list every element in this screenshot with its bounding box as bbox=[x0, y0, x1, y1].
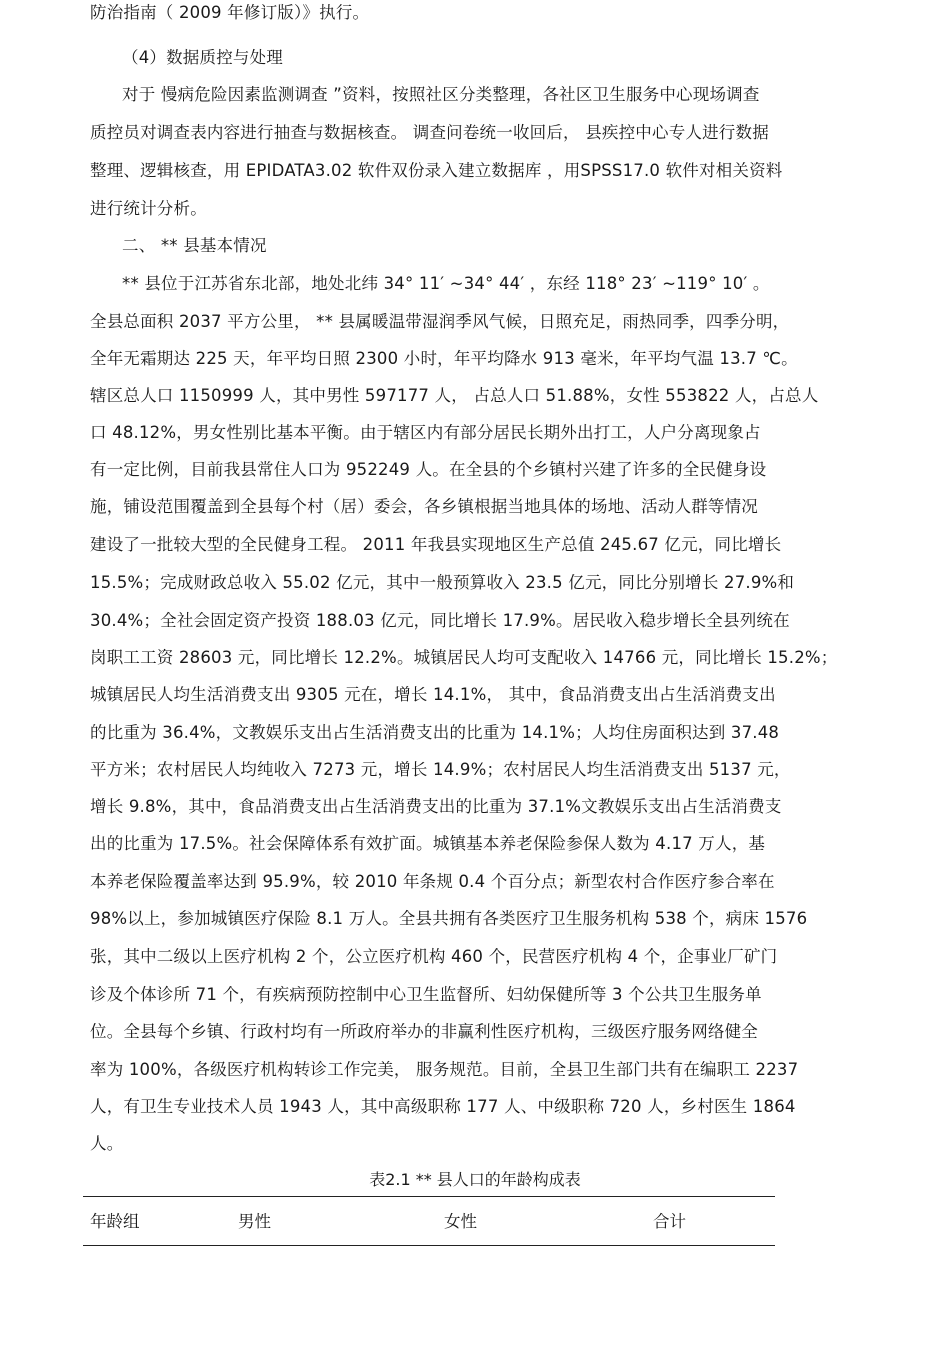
text-line: 防治指南（ 2009 年修订版）》执行。 bbox=[90, 3, 370, 22]
text-line: 口 48.12%，男女性别比基本平衡。由于辖区内有部分居民长期外出打工，人户分离现象占 bbox=[90, 423, 761, 442]
text-line: 15.5%；完成财政总收入 55.02 亿元，其中一般预算收入 23.5 亿元，同比分别增长 27.9%和 bbox=[90, 573, 795, 592]
text-line: 进行统计分析。 bbox=[90, 199, 207, 218]
text-line: 的比重为 36.4%，文教娱乐支出占生活消费支出的比重为 14.1%；人均住房面积达到 37.48 bbox=[90, 723, 780, 742]
text-line: 全县总面积 2037 平方公里， ** 县属暖温带湿润季风气候，日照充足，雨热同季，四季分明， bbox=[90, 312, 790, 331]
text-line: 全年无霜期达 225 天，年平均日照 2300 小时，年平均降水 913 毫米，年平均气温 13.7 ℃。 bbox=[90, 349, 798, 368]
text-line: 本养老保险覆盖率达到 95.9%，较 2010 年条规 0.4 个百分点；新型农村合作医疗参合率在 bbox=[90, 872, 775, 891]
text-line: 质控员对调查表内容进行抽查与数据核查。 调查问卷统一收回后， 县疾控中心专人进行数据 bbox=[90, 123, 769, 142]
text-line: 施，铺设范围覆盖到全县每个村（居）委会，各乡镇根据当地具体的场地、活动人群等情况 bbox=[90, 497, 758, 516]
text-line: 对于 慢病危险因素监测调查 ”资料，按照社区分类整理，各社区卫生服务中心现场调查 bbox=[122, 85, 760, 104]
text-line: 人。 bbox=[90, 1134, 124, 1153]
text-line: 建设了一批较大型的全民健身工程。 2011 年我县实现地区生产总值 245.67 亿元，同比增长 bbox=[90, 535, 782, 554]
text-line: ** 县位于江苏省东北部，地处北纬 34° 11′ ~34° 44′ ，东经 118° 23′ ~119° 10′ 。 bbox=[122, 274, 770, 293]
text-line: 有一定比例，目前我县常住人口为 952249 人。在全县的个乡镇村兴建了许多的全民健身设 bbox=[90, 460, 767, 479]
subsection-heading: （4）数据质控与处理 bbox=[122, 48, 283, 67]
table-header-age-group: 年龄组 bbox=[90, 1212, 140, 1231]
text-line: 辖区总人口 1150999 人，其中男性 597177 人， 占总人口 51.88%，女性 553822 人，占总人 bbox=[90, 386, 819, 405]
text-line: 30.4%；全社会固定资产投资 188.03 亿元，同比增长 17.9%。居民收入稳步增长全县列统在 bbox=[90, 611, 790, 630]
text-line: 人，有卫生专业技术人员 1943 人，其中高级职称 177 人、中级职称 720 人，乡村医生 1864 bbox=[90, 1097, 796, 1116]
text-line: 率为 100%，各级医疗机构转诊工作完美， 服务规范。目前，全县卫生部门共有在编职工 2237 bbox=[90, 1060, 799, 1079]
text-line: 整理、逻辑核查，用 EPIDATA3.02 软件双份录入建立数据库 ，用SPSS17.0 软件对相关资料 bbox=[90, 161, 783, 180]
text-line: 98%以上，参加城镇医疗保险 8.1 万人。全县共拥有各类医疗卫生服务机构 538 个，病床 1576 bbox=[90, 909, 808, 928]
text-line: 张，其中二级以上医疗机构 2 个，公立医疗机构 460 个，民营医疗机构 4 个，企事业厂矿门 bbox=[90, 947, 778, 966]
text-line: 岗职工工资 28603 元，同比增长 12.2%。城镇居民人均可支配收入 14766 元，同比增长 15.2%； bbox=[90, 648, 838, 667]
table-header-male: 男性 bbox=[238, 1212, 271, 1231]
text-line: 平方米；农村居民人均纯收入 7273 元，增长 14.9%；农村居民人均生活消费支出 5137 元， bbox=[90, 760, 791, 779]
text-line: 位。全县每个乡镇、行政村均有一所政府举办的非赢利性医疗机构，三级医疗服务网络健全 bbox=[90, 1022, 758, 1041]
age-structure-table bbox=[83, 1196, 775, 1246]
text-line: 诊及个体诊所 71 个，有疾病预防控制中心卫生监督所、妇幼保健所等 3 个公共卫生服务单 bbox=[90, 985, 762, 1004]
table-caption: 表2.1 ** 县人口的年龄构成表 bbox=[369, 1170, 581, 1189]
text-line: 出的比重为 17.5%。社会保障体系有效扩面。城镇基本养老保险参保人数为 4.17 万人，基 bbox=[90, 834, 766, 853]
table-header-total: 合计 bbox=[653, 1212, 686, 1231]
section-heading: 二、 ** 县基本情况 bbox=[122, 236, 267, 255]
table-header-female: 女性 bbox=[444, 1212, 477, 1231]
text-line: 增长 9.8%，其中，食品消费支出占生活消费支出的比重为 37.1%文教娱乐支出占生活消费支 bbox=[90, 797, 782, 816]
text-line: 城镇居民人均生活消费支出 9305 元在，增长 14.1%， 其中，食品消费支出占生活消费支出 bbox=[90, 685, 776, 704]
